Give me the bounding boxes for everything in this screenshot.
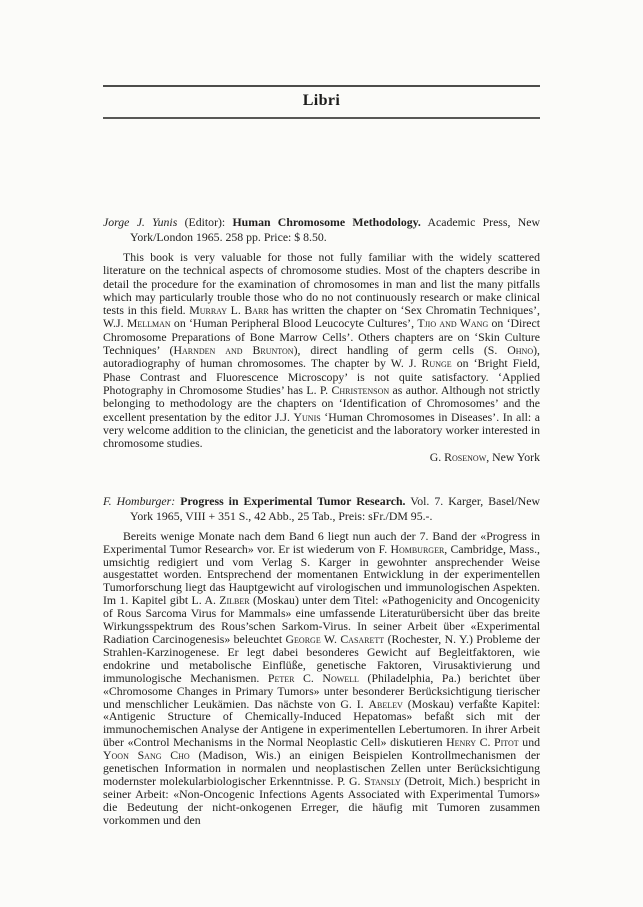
review-body-text: This book is very valuable for those not fully familiar with the widely scattered literature on the technical aspects of chromosome studies. Most of the chapters describe in detail the procedure for the examination of chromosomes in man and list the many pitfalls which may particularly trouble those who do no not continuously research or make clinical tests in this field. Murray L. Barr has written the chapter on ‘Sex Chromatin Techniques’, W.J. Mellman on ‘Human Peripheral Blood Leucocyte Cultures’, Tjio and Wang on ‘Direct Chromosome Preparations of Bone Marrow Cells’. Others chapters are on ‘Skin Culture Techniques’ (Harnden and Brunton), direct handling of germ cells (S. Ohno), autoradiography of human chromosomes. The chapter by W. J. Runge on ‘Bright Field, Phase Contrast and Fluorescence Microscopy’ is not quite satisfactory. ‘Applied Photography in Chromosome Studies’ has L. P. Christenson as author. Although not strictly belonging to methodology are the chapters on ‘Identification of Chromosomes’ and the excellent presentation by the editor J.J. Yunis ‘Human Chromosomes in Diseases’. In all: a very welcome addition to the clinician, the geneticist and the laboratory worker interested in chromosome studies.	[103, 250, 540, 451]
text-block	[103, 85, 540, 827]
book-review-german	[103, 494, 540, 827]
book-review-english	[103, 215, 540, 465]
header-top-rule	[103, 85, 540, 87]
page-title: Libri	[302, 92, 341, 109]
reviewer-signature: G. Rosenow, New York	[429, 450, 540, 465]
review-citation: Jorge J. Yunis (Editor): Human Chromosome Methodology. Academic Press, New York/London 1965. 258 pp. Price: $ 8.50.	[103, 215, 540, 244]
header-bottom-rule	[103, 117, 540, 119]
review-body-text: Bereits wenige Monate nach dem Band 6 liegt nun auch der 7. Band der «Progress in Experimental Tumor Research» vor. Er ist wiederum von F. Homburger, Cambridge, Mass., umsichtig redigiert und vom Verlag S. Karger in gewohnter ansprechender Weise ausgestattet worden. Entsprechend der momentanen Entwicklung in der experimentellen Tumorforschung liegt das Hauptgewicht auf virologischen und immunologischen Aspekten. Im 1. Kapitel gibt L. A. Zilber (Moskau) unter dem Titel: «Pathogenicity and Oncogenicity of Rous Sarcoma Virus for Mammals» eine umfassende Literaturübersicht über das breite Wirkungsspektrum des Rous’schen Sarkom-Virus. In seiner Arbeit über «Experimental Radiation Carcinogenesis» beleuchtet George W. Casarett (Rochester, N. Y.) Probleme der Strahlen-Karzinogenese. Er legt dabei besonderes Gewicht auf Begleitfaktoren, wie endokrine und metabolische Einflüße, genetische Faktoren, Virusaktivierung und immunologische Mechanismen. Peter C. Nowell (Philadelphia, Pa.) berichtet über «Chromosome Changes in Primary Tumors» unter besonderer Berücksichtigung tierischer und menschlicher Leukämien. Das nächste von G. I. Abelev (Moskau) verfaßte Kapitel: «Antigenic Structure of Chemically-Induced Hepatomas» befaßt sich mit der immunochemischen Analyse der Antigene in experimentellen Lebertumoren. In ihrer Arbeit über «Control Mechanisms in the Normal Neoplastic Cell» diskutieren Henry C. Pitot und Yoon Sang Cho (Madison, Wis.) an einigen Beispielen Kontrollmechanismen der genetischen Information in normalen und neoplastischen Zellen unter Berücksichtigung modernster molekularbiologischer Erkenntnisse. P. G. Stansly (Detroit, Mich.) bespricht in seiner Arbeit: «Non-Oncogenic Infections Agents Associated with Experimental Tumors» die Bedeutung der nicht-onkogenen Erreger, die häufig mit Tumoren zusammen vorkommen und den	[103, 528, 541, 827]
section-header	[103, 85, 540, 119]
review-citation: F. Homburger: Progress in Experimental Tumor Research. Vol. 7. Karger, Basel/New York 1965, VIII + 351 S., 42 Abb., 25 Tab., Preis: sFr./DM 95.-.	[103, 493, 541, 523]
